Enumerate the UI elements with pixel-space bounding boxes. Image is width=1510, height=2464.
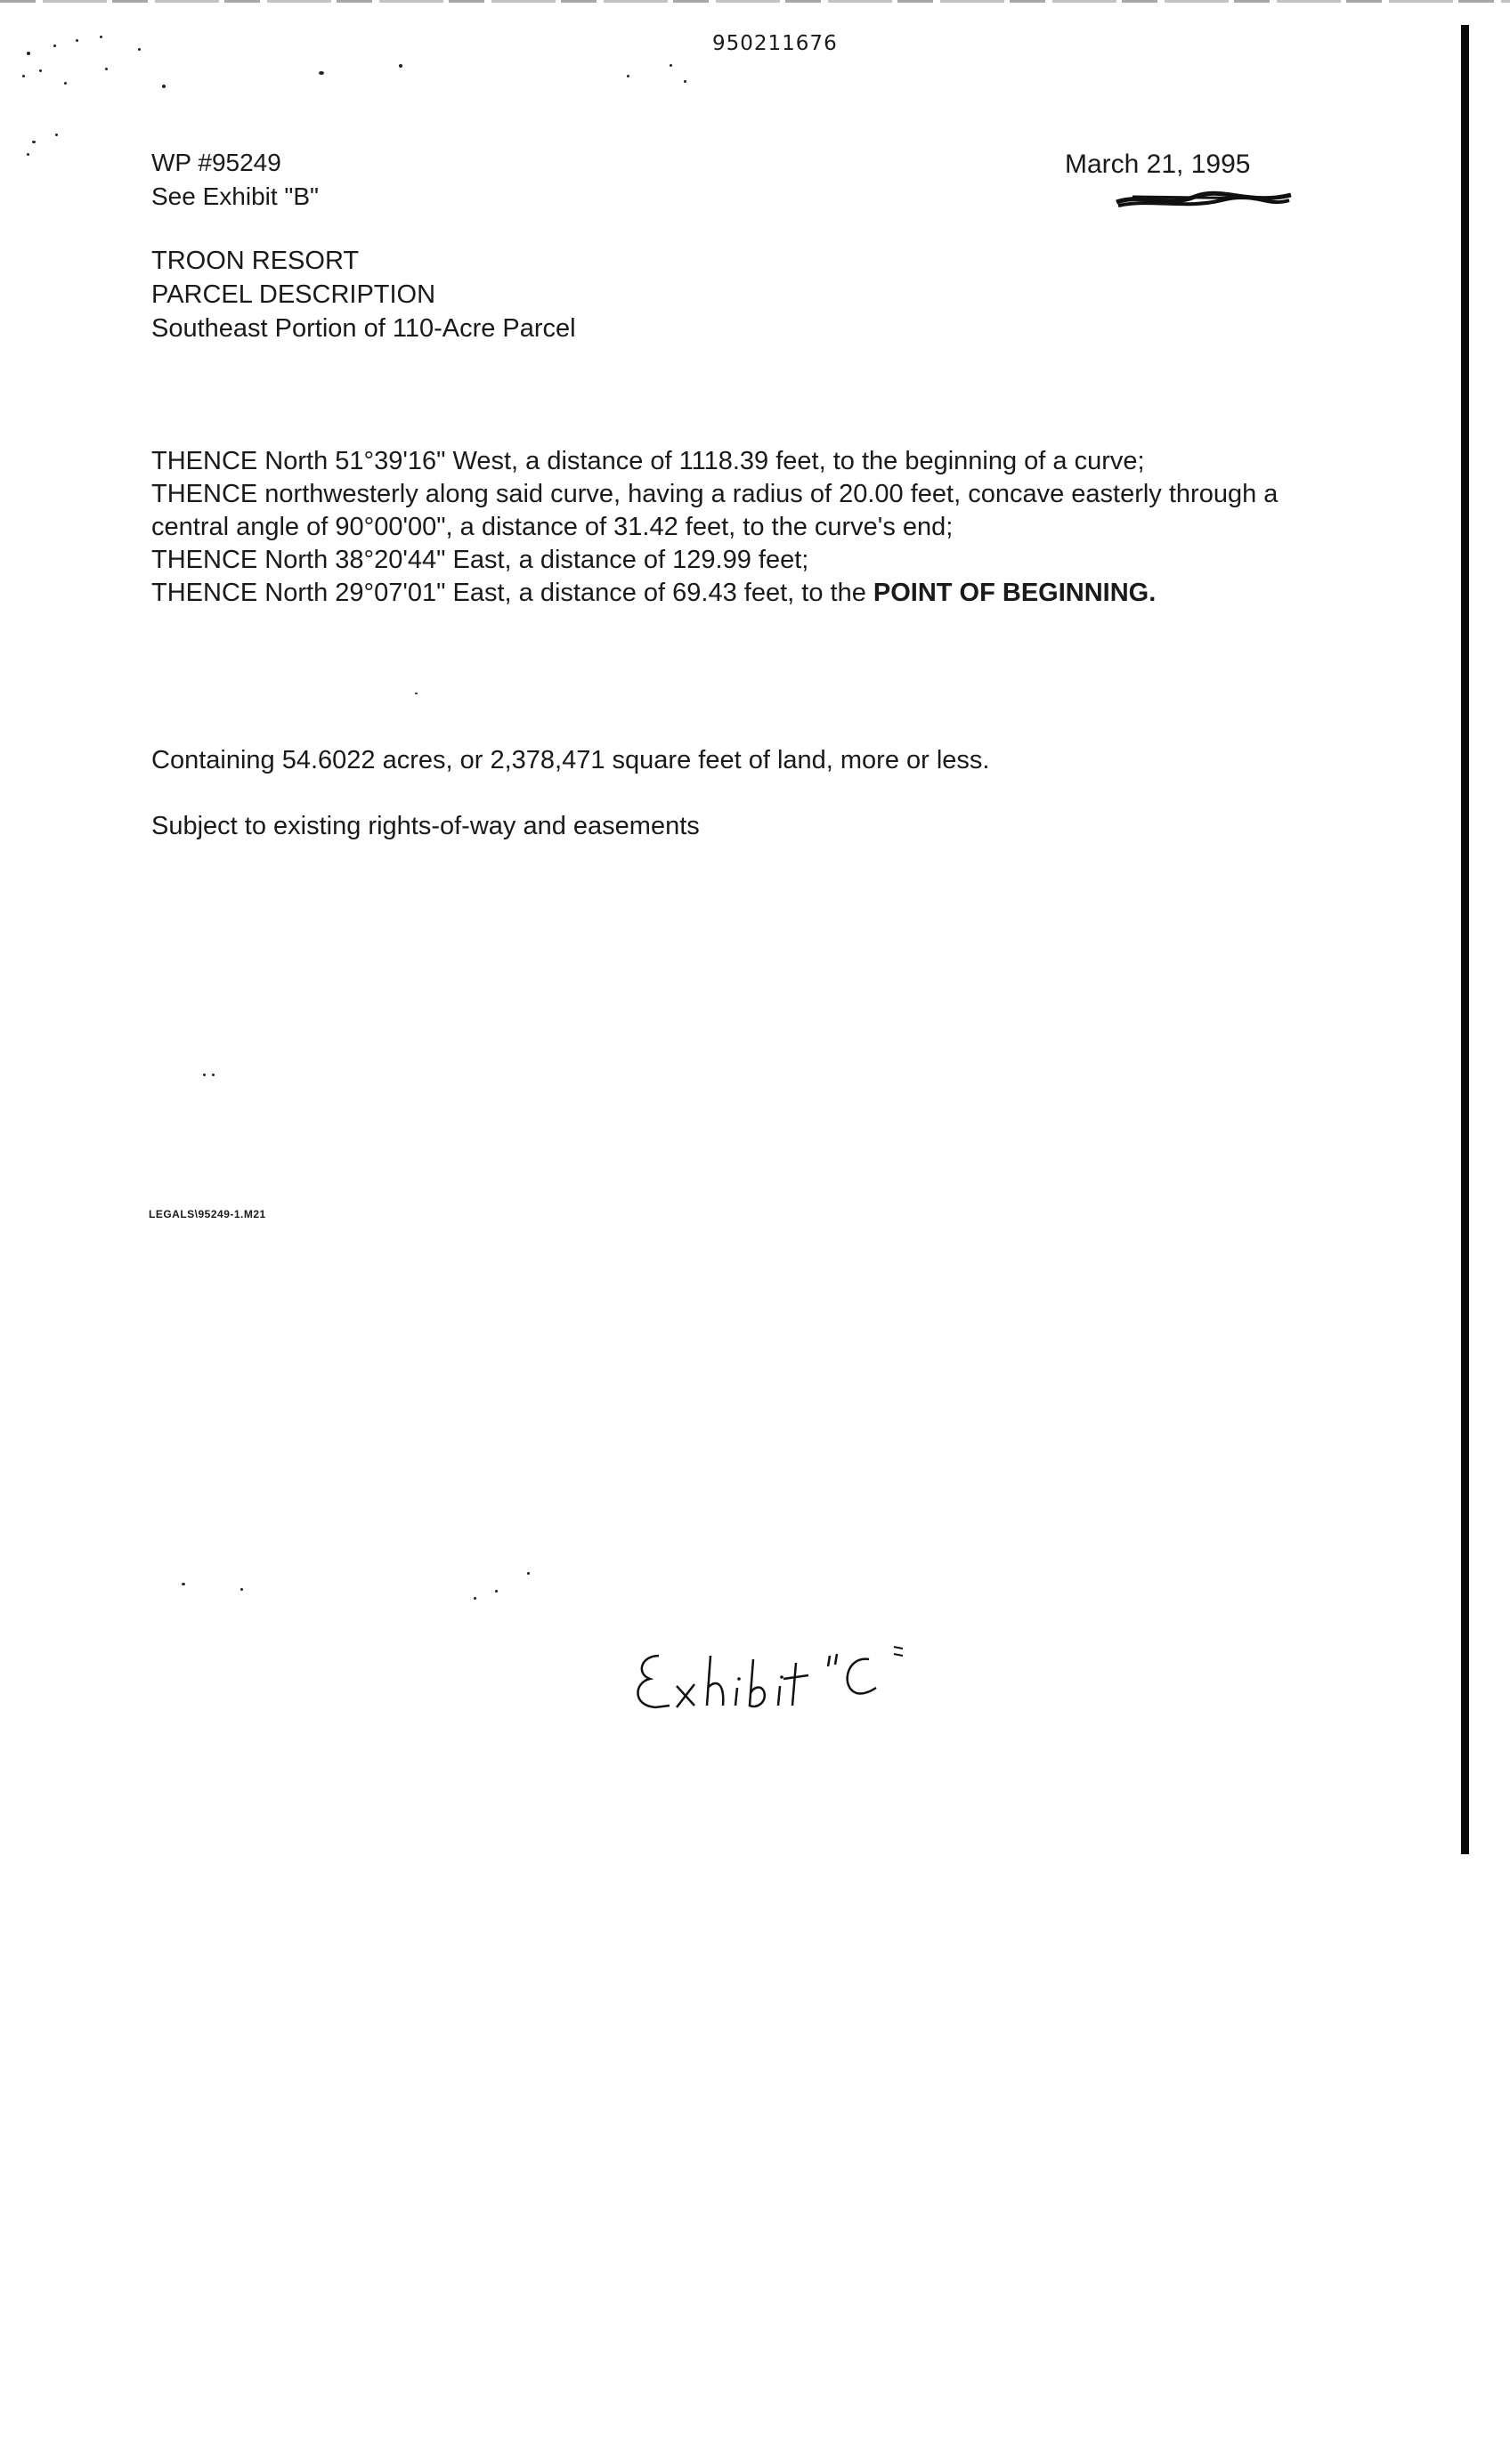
reference-block [151, 146, 319, 214]
course-3: THENCE North 38°20'44" East, a distance of 129.99 feet; [151, 546, 809, 574]
file-reference: LEGALS\95249-1.M21 [149, 1208, 266, 1220]
document-number: 950211676 [712, 32, 838, 55]
exhibit-reference: See Exhibit "B" [151, 182, 319, 210]
course-1: THENCE North 51°39'16" West, a distance of 1118.39 feet, to the beginning of a curve; [151, 447, 1145, 475]
subject-statement: Subject to existing rights-of-way and easements [151, 812, 700, 840]
title-line-2: PARCEL DESCRIPTION [151, 280, 436, 309]
point-of-beginning: POINT OF BEGINNING. [873, 579, 1157, 607]
document-date: March 21, 1995 [1065, 150, 1251, 179]
course-4 [151, 577, 1309, 610]
scan-top-edge [0, 0, 1510, 3]
wp-number: WP #95249 [151, 149, 281, 176]
scan-right-edge-bar [1461, 25, 1469, 1854]
course-4-text: THENCE North 29°07'01" East, a distance of 69.43 feet, to the [151, 579, 873, 607]
legal-description [151, 445, 1309, 610]
title-line-3: Southeast Portion of 110-Acre Parcel [151, 314, 576, 343]
handwritten-exhibit-note [623, 1620, 944, 1718]
title-block [151, 244, 576, 345]
area-statement: Containing 54.6022 acres, or 2,378,471 square feet of land, more or less. [151, 746, 990, 774]
title-line-1: TROON RESORT [151, 247, 360, 275]
redaction-scribble [1115, 188, 1293, 211]
course-2: THENCE northwesterly along said curve, having a radius of 20.00 feet, concave easterly through a central angle of 90°00'00", a distance of 31.42 feet, to the curve's end; [151, 480, 1279, 541]
